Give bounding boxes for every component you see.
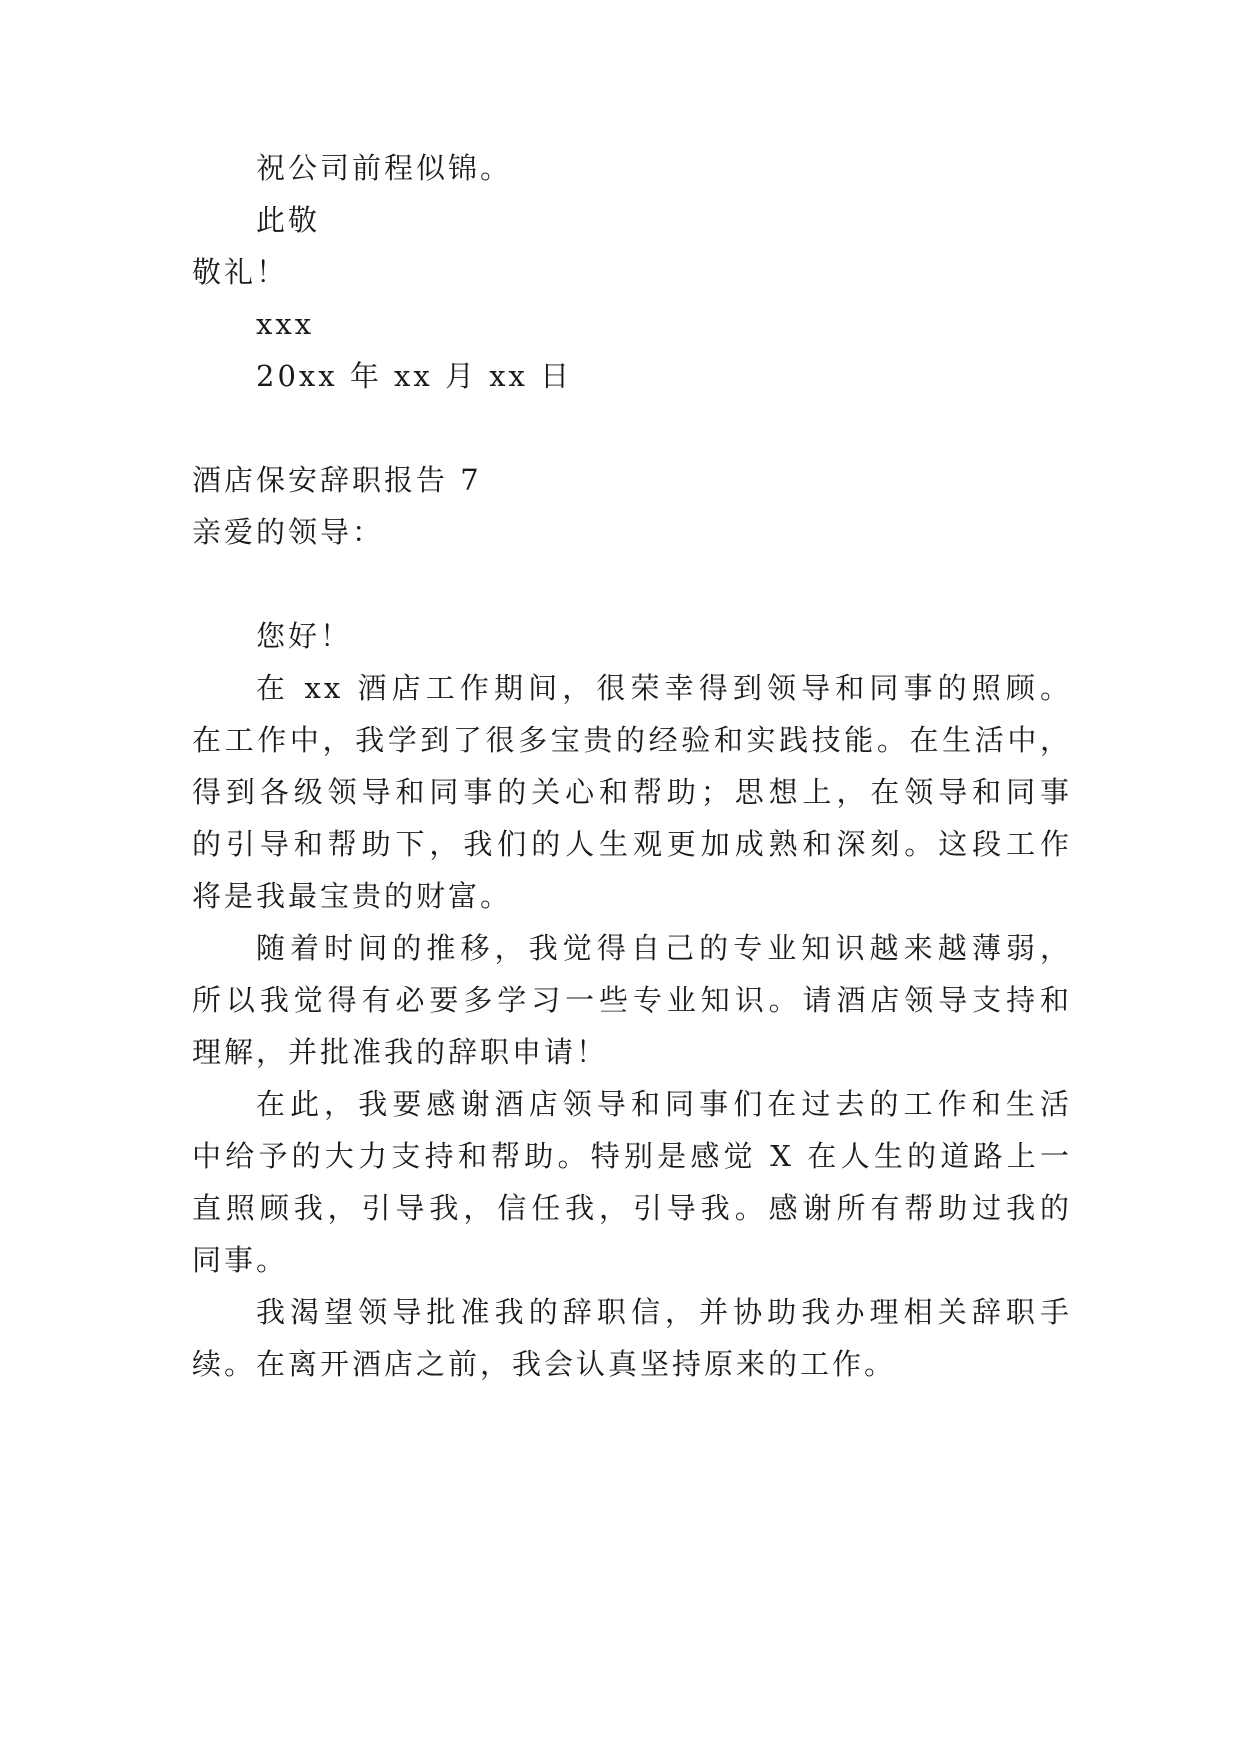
paragraph-2-line-1: 随着时间的推移，我觉得自己的专业知识越来越薄弱，	[256, 931, 1072, 965]
closing-salute: 敬礼！	[192, 255, 289, 289]
paragraph-3-line-1: 在此，我要感谢酒店领导和同事们在过去的工作和生活	[256, 1087, 1072, 1121]
signature: xxx	[256, 307, 315, 341]
paragraph-1-line-4: 的引导和帮助下，我们的人生观更加成熟和深刻。这段工作	[192, 827, 1072, 861]
paragraph-4-line-1: 我渴望领导批准我的辞职信，并协助我办理相关辞职手	[256, 1295, 1072, 1329]
paragraph-3-line-3: 直照顾我，引导我，信任我，引导我。感谢所有帮助过我的	[192, 1191, 1072, 1225]
paragraph-1-line-5: 将是我最宝贵的财富。	[192, 879, 513, 913]
letter-hello: 您好！	[256, 619, 353, 653]
paragraph-2-line-2: 所以我觉得有必要多学习一些专业知识。请酒店领导支持和	[192, 983, 1072, 1017]
closing-wish: 祝公司前程似锦。	[256, 151, 513, 185]
paragraph-3-line-4: 同事。	[192, 1243, 289, 1277]
paragraph-1-line-2: 在工作中，我学到了很多宝贵的经验和实践技能。在生活中，	[192, 723, 1072, 757]
paragraph-1-line-3: 得到各级领导和同事的关心和帮助；思想上，在领导和同事	[192, 775, 1072, 809]
paragraph-1-line-1: 在 xx 酒店工作期间，很荣幸得到领导和同事的照顾。	[256, 671, 1072, 705]
closing-respect: 此敬	[256, 203, 321, 237]
letter-greeting: 亲爱的领导：	[192, 515, 385, 549]
date: 20xx 年 xx 月 xx 日	[256, 359, 573, 393]
paragraph-2-line-3: 理解，并批准我的辞职申请！	[192, 1035, 609, 1069]
letter-title: 酒店保安辞职报告 7	[192, 463, 482, 497]
paragraph-3-line-2: 中给予的大力支持和帮助。特别是感觉 X 在人生的道路上一	[192, 1139, 1072, 1173]
paragraph-4-line-2: 续。在离开酒店之前，我会认真坚持原来的工作。	[192, 1347, 897, 1381]
